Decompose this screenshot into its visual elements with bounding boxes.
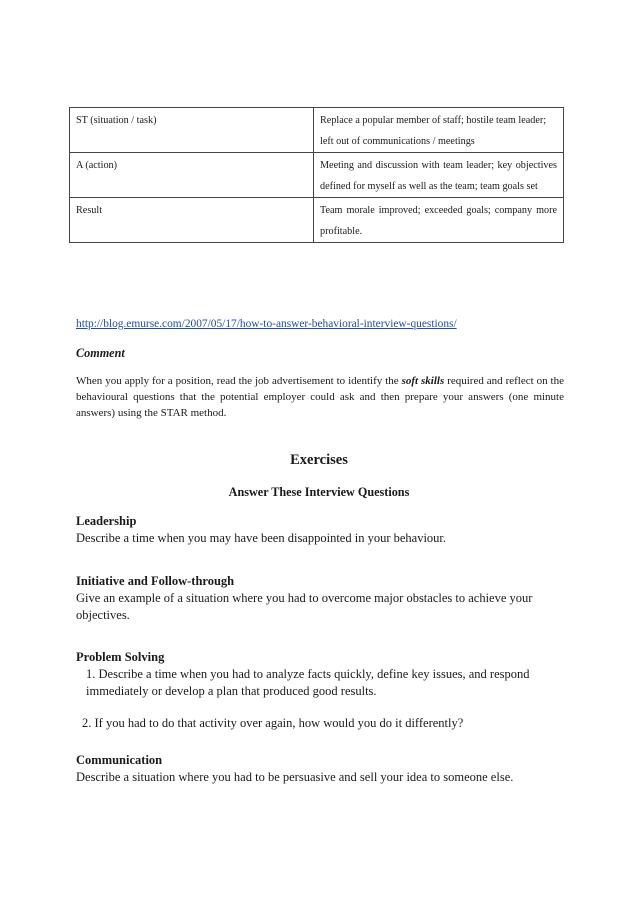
table-cell-label: Result xyxy=(70,198,314,243)
exercises-title: Exercises xyxy=(290,452,348,468)
question-text: Give an example of a situation where you had to overcome major obstacles to achieve your objectives. xyxy=(76,591,533,622)
question-text: Describe a situation where you had to be persuasive and sell your idea to someone else. xyxy=(76,770,514,784)
section-heading: Communication xyxy=(76,753,163,767)
question-text: 2. If you had to do that activity over again, how would you do it differently? xyxy=(82,716,464,730)
table-cell-label: ST (situation / task) xyxy=(70,108,314,153)
comment-paragraph xyxy=(76,373,564,421)
table-cell-label: A (action) xyxy=(70,153,314,198)
comment-heading: Comment xyxy=(76,346,125,360)
section-problem-solving xyxy=(76,649,564,732)
table-row xyxy=(70,153,564,198)
comment-text-start: When you apply for a position, read the job advertisement to identify the xyxy=(76,375,402,387)
star-table xyxy=(69,107,564,243)
section-initiative xyxy=(76,573,564,624)
reference-link[interactable]: http://blog.emurse.com/2007/05/17/how-to-answer-behavioral-interview-questions/ xyxy=(76,318,457,330)
table-cell-value: Meeting and discussion with team leader; key objectives defined for myself as well as the team; team goals set xyxy=(314,153,564,198)
section-communication xyxy=(76,752,564,786)
question-text: 1. Describe a time when you had to analyze facts quickly, define key issues, and respond immediately or develop a plan that produced good results. xyxy=(86,667,530,698)
question-text: Describe a time when you may have been disappointed in your behaviour. xyxy=(76,531,447,545)
section-heading: Initiative and Follow-through xyxy=(76,574,235,588)
table-row xyxy=(70,198,564,243)
section-leadership xyxy=(76,513,564,547)
section-heading: Leadership xyxy=(76,514,137,528)
section-heading: Problem Solving xyxy=(76,650,165,664)
table-row xyxy=(70,108,564,153)
soft-skills-emphasis: soft skills xyxy=(401,375,445,387)
table-cell-value: Team morale improved; exceeded goals; company more profitable. xyxy=(314,198,564,243)
comment-text-end: required and reflect on the behavioural questions that the potential employer could ask and then prepare your answers (one minute answers) using the STAR method. xyxy=(76,375,564,419)
exercises-subtitle: Answer These Interview Questions xyxy=(228,485,410,499)
table-cell-value: Replace a popular member of staff; hostile team leader; left out of communications / meetings xyxy=(314,108,564,153)
